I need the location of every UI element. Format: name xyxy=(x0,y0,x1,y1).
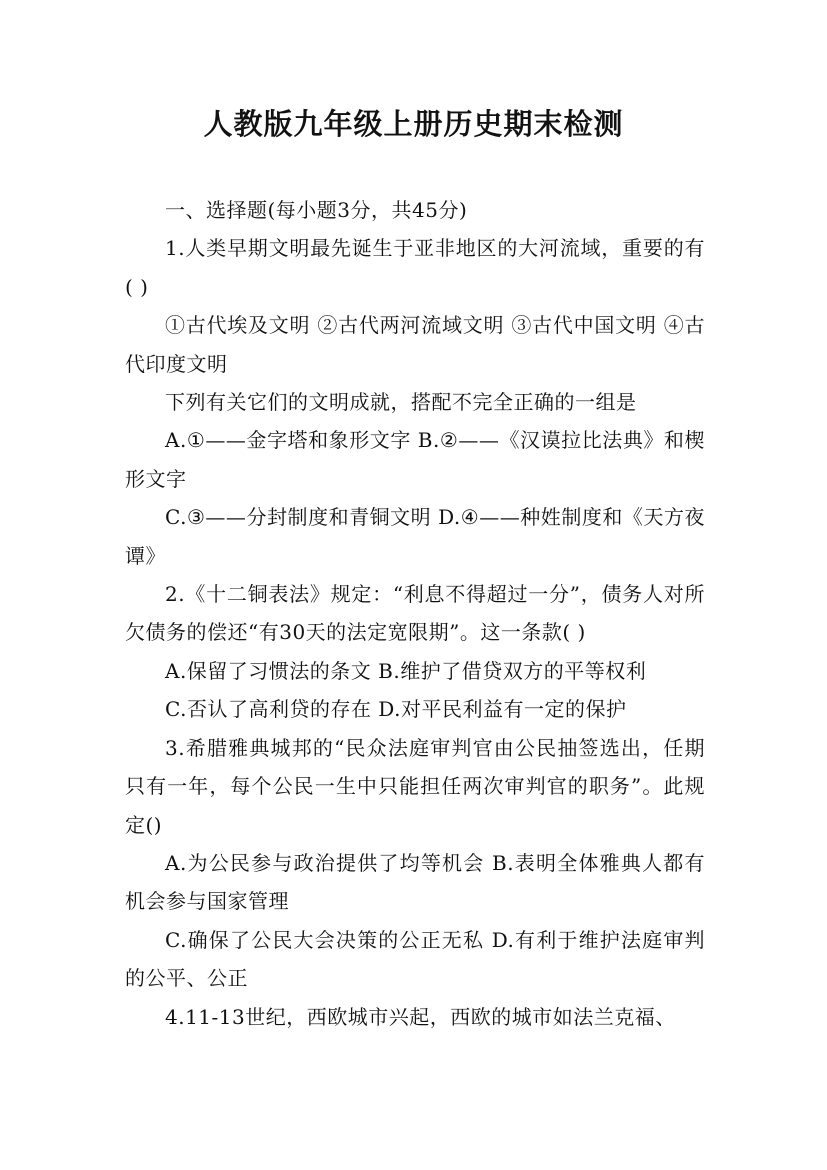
question-1-items: ①古代埃及文明 ②古代两河流域文明 ③古代中国文明 ④古代印度文明 xyxy=(125,313,705,376)
question-2-stem: 2.《十二铜表法》规定：“利息不得超过一分”，债务人对所欠债务的偿还“有30天的法定宽限期”。这一条款( ) xyxy=(125,582,705,645)
question-3-stem: 3.希腊雅典城邦的“民众法庭审判官由公民抽签选出，任期只有一年，每个公民一生中只能担任两次审判官的职务”。此规定() xyxy=(125,735,705,837)
document-body xyxy=(125,191,705,1036)
question-3-options-cd: C.确保了公民大会决策的公正无私 D.有利于维护法庭审判的公平、公正 xyxy=(125,927,705,991)
question-1-options-ab: A.①——金字塔和象形文字 B.②——《汉谟拉比法典》和楔形文字 xyxy=(125,428,705,491)
question-1-prompt: 下列有关它们的文明成就，搭配不完全正确的一组是 xyxy=(165,390,637,415)
question-1-options-cd: C.③——分封制度和青铜文明 D.④——种姓制度和《天方夜谭》 xyxy=(125,505,705,568)
question-3-options-ab: A.为公民参与政治提供了均等机会 B.表明全体雅典人都有机会参与国家管理 xyxy=(125,850,705,914)
question-4-stem: 4.11-13世纪，西欧城市兴起，西欧的城市如法兰克福、 xyxy=(165,1004,676,1029)
section-heading: 一、选择题(每小题3分，共45分) xyxy=(165,198,468,222)
document-title: 人教版九年级上册历史期末检测 xyxy=(203,107,624,141)
question-2-options-ab: A.保留了习惯法的条文 B.维护了借贷双方的平等权利 xyxy=(165,658,647,683)
question-1-stem: 1.人类早期文明最先诞生于亚非地区的大河流域，重要的有( ) xyxy=(125,236,705,299)
question-2-options-cd: C.否认了高利贷的存在 D.对平民利益有一定的保护 xyxy=(165,697,627,722)
